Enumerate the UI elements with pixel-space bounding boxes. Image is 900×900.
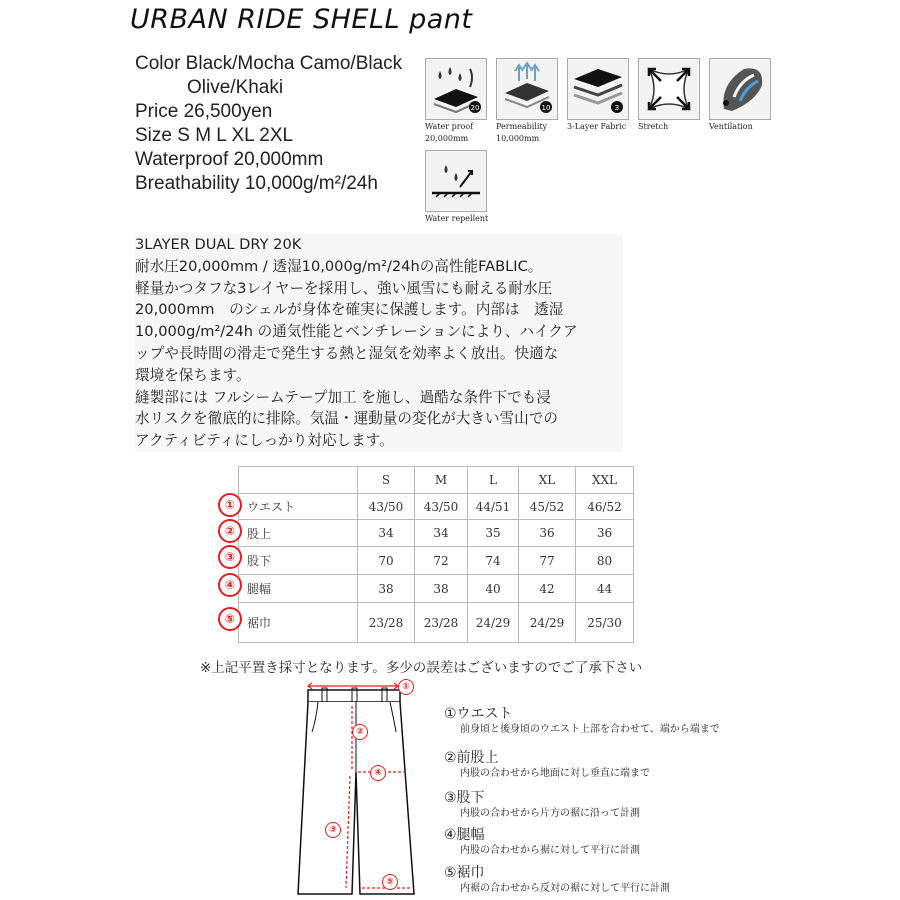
legend-item	[444, 827, 640, 857]
spec-color-cont: Olive/Khaki	[187, 77, 284, 98]
desc-line: 水リスクを徹底的に排除。気温・運動量の変化が大きい雪山での	[135, 410, 558, 428]
legend-heading: ⑤裾巾	[444, 865, 485, 881]
svg-text:20: 20	[470, 104, 480, 112]
desc-line: 20,000mm のシェルが身体を確実に保護します。内部は 透湿	[135, 301, 564, 319]
measurement-note: ※上記平置き採寸となります。多少の誤差はございますのでご了承下さい	[200, 660, 643, 676]
waterproof-label-value: 20,000mm	[425, 134, 469, 143]
table-cell: 38	[358, 575, 415, 603]
table-header-cell: L	[468, 467, 519, 494]
table-cell: 46/52	[576, 494, 634, 520]
legend-text: 内股の合わせから裾に対して平行に計測	[460, 845, 640, 856]
diagram-label-4: ④	[370, 765, 386, 781]
table-cell: 24/29	[468, 603, 519, 643]
table-header-cell: S	[358, 467, 415, 494]
spec-color: Color Black/Mocha Camo/Black	[135, 53, 403, 74]
table-cell: 43/50	[358, 494, 415, 520]
table-header-cell: M	[415, 467, 468, 494]
spec-price: Price 26,500yen	[135, 101, 273, 122]
ventilation-label: Ventilation	[709, 122, 753, 131]
legend-heading: ①ウエスト	[444, 706, 513, 722]
row-number-2: ②	[218, 519, 242, 543]
row-number-3: ③	[218, 545, 242, 569]
desc-line: 軽量かつタフな3レイヤーを採用し、強い風雪にも耐える耐水圧	[135, 279, 553, 297]
spec-list	[135, 52, 402, 196]
feature-ventilation	[709, 58, 771, 132]
permeability-icon	[496, 58, 558, 120]
legend-text: 内裾の合わせから反対の裾に対して平行に計測	[460, 883, 670, 894]
desc-line: 環境を保ちます。	[135, 366, 251, 384]
table-cell: 70	[358, 547, 415, 575]
table-row	[239, 603, 634, 643]
table-cell: 40	[468, 575, 519, 603]
legend-item	[444, 865, 670, 895]
legend-item	[444, 790, 640, 820]
legend-item	[444, 706, 720, 736]
desc-line: 縫製部には フルシームテープ加工 を施し、過酷な条件下でも浸	[135, 388, 551, 406]
table-cell: 45/52	[519, 494, 576, 520]
row-number-4: ④	[218, 573, 242, 597]
feature-water-repellent	[425, 150, 488, 224]
table-cell: 25/30	[576, 603, 634, 643]
ventilation-icon	[709, 58, 771, 120]
product-description	[135, 234, 623, 452]
three-layer-label: 3-Layer Fabric	[567, 122, 627, 131]
feature-3layer	[567, 58, 629, 132]
legend-item	[444, 750, 650, 780]
table-row	[239, 575, 634, 603]
table-cell: 23/28	[358, 603, 415, 643]
spec-breathability: Breathability 10,000g/m²/24h	[135, 173, 378, 194]
stretch-icon	[638, 58, 700, 120]
table-cell: 77	[519, 547, 576, 575]
waterproof-label: Water proof	[425, 122, 474, 131]
three-layer-fabric-icon	[567, 58, 629, 120]
row-label: 股下	[239, 547, 358, 575]
desc-line: 10,000g/m²/24h の通気性能とベンチレーションにより、ハイクア	[135, 323, 578, 341]
table-cell: 72	[415, 547, 468, 575]
waterproof-icon	[425, 58, 487, 120]
table-header-cell: XL	[519, 467, 576, 494]
row-number-5: ⑤	[218, 607, 242, 631]
table-row	[239, 547, 634, 575]
desc-line: ップや長時間の滑走で発生する熱と湿気を効率よく放出。快適な	[135, 344, 559, 362]
table-cell: 24/29	[519, 603, 576, 643]
table-cell: 74	[468, 547, 519, 575]
table-header-cell: XXL	[576, 467, 634, 494]
size-table	[238, 466, 634, 643]
table-row	[239, 520, 634, 547]
row-label: 裾巾	[239, 603, 358, 643]
table-header-cell	[239, 467, 358, 494]
desc-line: 耐水圧20,000mm / 透湿10,000g/m²/24hの高性能FABLIC。	[135, 257, 543, 275]
table-cell: 34	[415, 520, 468, 547]
table-cell: 42	[519, 575, 576, 603]
diagram-label-3: ③	[325, 822, 341, 838]
table-row	[239, 494, 634, 520]
diagram-label-5: ⑤	[382, 874, 398, 890]
table-cell: 36	[576, 520, 634, 547]
water-repellent-icon	[425, 150, 487, 212]
table-cell: 38	[415, 575, 468, 603]
table-cell: 36	[519, 520, 576, 547]
legend-heading: ②前股上	[444, 750, 499, 766]
feature-stretch	[638, 58, 700, 132]
table-cell: 80	[576, 547, 634, 575]
table-cell: 23/28	[415, 603, 468, 643]
desc-line: 3LAYER DUAL DRY 20K	[135, 236, 302, 253]
feature-permeability	[496, 58, 558, 144]
svg-text:10: 10	[541, 104, 551, 112]
diagram-label-2: ②	[352, 724, 368, 740]
legend-text: 前身頃と後身頃のウエスト上部を合わせて、端から端まで	[460, 724, 720, 735]
desc-line: アクティビティにしっかり対応します。	[135, 432, 394, 450]
legend-text: 内股の合わせから片方の裾に沿って計測	[460, 808, 640, 819]
table-cell: 44	[576, 575, 634, 603]
spec-size: Size S M L XL 2XL	[135, 125, 294, 146]
product-title: URBAN RIDE SHELL pant	[130, 4, 473, 35]
permeability-label-value: 10,000mm	[496, 134, 540, 143]
legend-heading: ④腿幅	[444, 827, 485, 843]
legend-heading: ③股下	[444, 790, 485, 806]
table-cell: 43/50	[415, 494, 468, 520]
table-cell: 35	[468, 520, 519, 547]
diagram-label-1: ①	[398, 679, 414, 695]
row-label: 股上	[239, 520, 358, 547]
row-label: ウエスト	[239, 494, 358, 520]
permeability-label: Permeability	[496, 122, 548, 131]
pants-diagram	[290, 676, 430, 900]
legend-text: 内股の合わせから地面に対し垂直に端まで	[460, 768, 650, 779]
svg-text:3: 3	[614, 104, 620, 112]
water-repellent-label: Water repellent	[425, 214, 489, 223]
row-label: 腿幅	[239, 575, 358, 603]
row-number-1: ①	[218, 493, 242, 517]
table-cell: 44/51	[468, 494, 519, 520]
feature-waterproof	[425, 58, 487, 144]
spec-waterproof: Waterproof 20,000mm	[135, 149, 324, 170]
table-header-row	[239, 467, 634, 494]
table-cell: 34	[358, 520, 415, 547]
stretch-label: Stretch	[638, 122, 669, 131]
